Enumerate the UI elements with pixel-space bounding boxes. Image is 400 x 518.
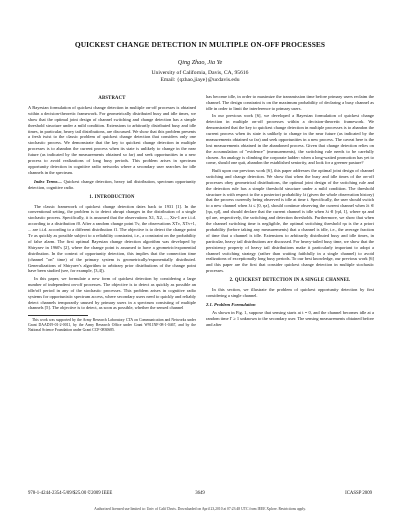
affiliation: [0, 70, 400, 84]
index-terms: [28, 179, 196, 191]
section-2-heading: 2. QUICKEST DETECTION IN A SINGLE CHANNEL: [229, 278, 351, 284]
paper-title: QUICKEST CHANGE DETECTION IN MULTIPLE ON-OFF PROCESSES: [74, 40, 326, 49]
right-paragraph-3: Built upon our previous work [6], this paper addresses the optimal joint design of channel switching and change detection. We show that when the busy and idle times of the on-off processes obey geometrical distributions, the optimal joint design of the switching rule and the detection rule has a simple threshold structure under a mild condition. The threshold structure is with respect to the a posteriori probability λt (given the whole observation history) that the process currently being observed is idle at time t. Specifically, the user should switch to a new channel when λt ≤ [0, ηa], should continue observing the current channel when λt ∈ [ηa, ηd], and should declare that the current channel is idle when λt ∈ [ηd, 1], where ηa and ηd are, respectively, the switching and detection thresholds. Furthermore, we show that when the channel switching time is negligible, the optimal switching threshold ηa is the a priori probability (before taking any measurements) that a channel is idle, i.e., the average fraction of time that a channel is idle. Extensions to arbitrarily distributed busy and idle times, in particular, heavy tail distributions are discussed. For heavy-tailed busy time, we show that the persistency property of heavy tail distributions make it particularly important to adopt a channel switching strategy (rather than waiting faithfully in a single channel) to avoid realizations of exceptionally long busy periods. To our best knowledge, our previous work [6] and this paper are the first that consider quickest change detection in multiple stochastic processes.: [206, 167, 374, 274]
footnote: This work was supported by the Army Research Laboratory CTA on Communication and Networks under Grant DAAD19-01-2-0011, by the Army Research Office under Grant W911NF-08-1-0467, and by the National Science Foundation under Grant CCF-0830685.: [28, 318, 196, 332]
section-2-paragraph: In this section, we illustrate the problem of quickest opportunity detection by first considering a single channel.: [206, 287, 374, 298]
intro-paragraph-2: In this paper, we formulate a new form of quickest detection by considering a large number of independent on-off processes. The objective is to detect as quickly as possible an idle/off period in any of the stochastic processes. This problem arises in cognitive radio systems for opportunistic spectrum access, where secondary users need to quickly and reliably detect channels temporarily unused by primary users in a spectrum consisting of multiple channels [5]. The objective is to detect, as soon as possible, whether the sensed channel: [28, 275, 196, 311]
index-terms-label: Index Terms—: [34, 178, 62, 184]
intro-heading: 1. INTRODUCTION: [89, 194, 135, 200]
authorized-use-note: Authorized licensed use limited to: Univ of Calif Davis. Downloaded on April 23,2010 at 07:23:48 UTC from IEEE Xplore. Restrictions apply.: [94, 507, 306, 511]
footer-page-number: 3649: [195, 491, 205, 496]
abstract: [28, 105, 196, 176]
index-terms-text: Quickest change detection, heavy tail distribution, spectrum opportunity detection, cognitive radio.: [28, 178, 197, 190]
abstract-heading: ABSTRACT: [98, 96, 126, 101]
abstract-text: A Bayesian formulation of quickest change detection in multiple on-off processes is obtained within a decision-theoretic framework. For geometrically distributed busy and idle times, we show that the optimal joint design of channel switching and change detection has a simple threshold structure under a mild condition. Extensions to arbitrarily distributed busy and idle times, in particular, heavy tail distributions, are discussed. We show that this problem presents a fresh twist to the classic problem of quickest change detection that considers only one stochastic process. We demonstrate that the key to quickest change detection in multiple processes is to abandon the current process when its state is unlikely to change in the near future (as indicated by the measurements obtained so far) and seek opportunities in a new process to avoid realizations of long busy periods. This problem arises in spectrum opportunity detection in cognitive radio networks where a secondary user searches for idle channels in the spectrum.: [28, 104, 196, 175]
affiliation-email: Email: {qzhao,jiaye}@ucdavis.edu: [160, 77, 240, 84]
right-column: [206, 94, 374, 329]
paper-authors: Qing Zhao, Jia Ye: [177, 59, 223, 66]
left-column: [28, 94, 196, 332]
footer-conference: ICASSP 2009: [345, 491, 372, 496]
right-paragraph-2: In our previous work [6], we developed a Bayesian formulation of quickest change detection in multiple on-off processes within a decision-theoretic framework. We demonstrated that the key to quickest change detection in multiple processes is to abandon the current process when its state is unlikely to change in the near future (as indicated by the measurements obtained so far) and seek opportunities in a new process. The caveat here is the lost measurements obtained in the abandoned process. Given that change detection relies on the accumulation of "evidence" (measurements), the switching rule needs to be carefully chosen. An analogy is climbing the corporate ladder: when a long-waited promotion has yet to come, should one quit, abandon the established seniority, and look for a greener pasture?: [206, 113, 374, 166]
footer-isbn: 978-1-4244-2354-5/09/$25.00 ©2009 IEEE: [28, 491, 113, 496]
affiliation-institution: University of California, Davis, CA, 95616: [151, 70, 249, 76]
intro-paragraph-1: The classic framework of quickest change detection dates back to 1931 [1]. In the conventional setting, the problem is to detect abrupt changes in the distribution of a single stochastic process. Specifically, it is assumed that the observations X1, X2, ..., Xtν-1 are i.i.d. according to a distribution f0. After a random change point Tν, the observations XTν, XTν+1, ... are i.i.d. according to a different distribution f1. The objective is to detect the change point Tν as quickly as possible subject to a reliability constraint, i.e., a constraint on the probability of false alarm. The first optimal Bayesian change detection algorithm was developed by Shiryaev in 1960's [2], where the change point is assumed to have a geometric/exponential distribution. In the context of opportunity detection, this implies that the connection time (channel "on" time) of the primary system is geometrically/exponentially distributed. Generalizations of Shiryaev's algorithm to arbitrary prior distributions of the change point have been studied (see, for example, [3,4]).: [28, 203, 196, 274]
subsection-heading: 2.1. Problem Formulation: [206, 301, 256, 307]
footnote-rule: [28, 315, 88, 316]
subsection-paragraph: As shown in Fig. 1, suppose that sensing starts at t = 0, and the channel becomes idle at a random time Γ ≥ 1 unknown to the secondary user. The sensing measurements obtained before and after: [206, 309, 374, 327]
right-paragraph-1: has become idle, in order to maximize the transmission time before primary users reclaim the channel. The design constraint is on the maximum probability of declaring a busy channel as idle in order to limit the interference to primary users.: [206, 94, 374, 111]
